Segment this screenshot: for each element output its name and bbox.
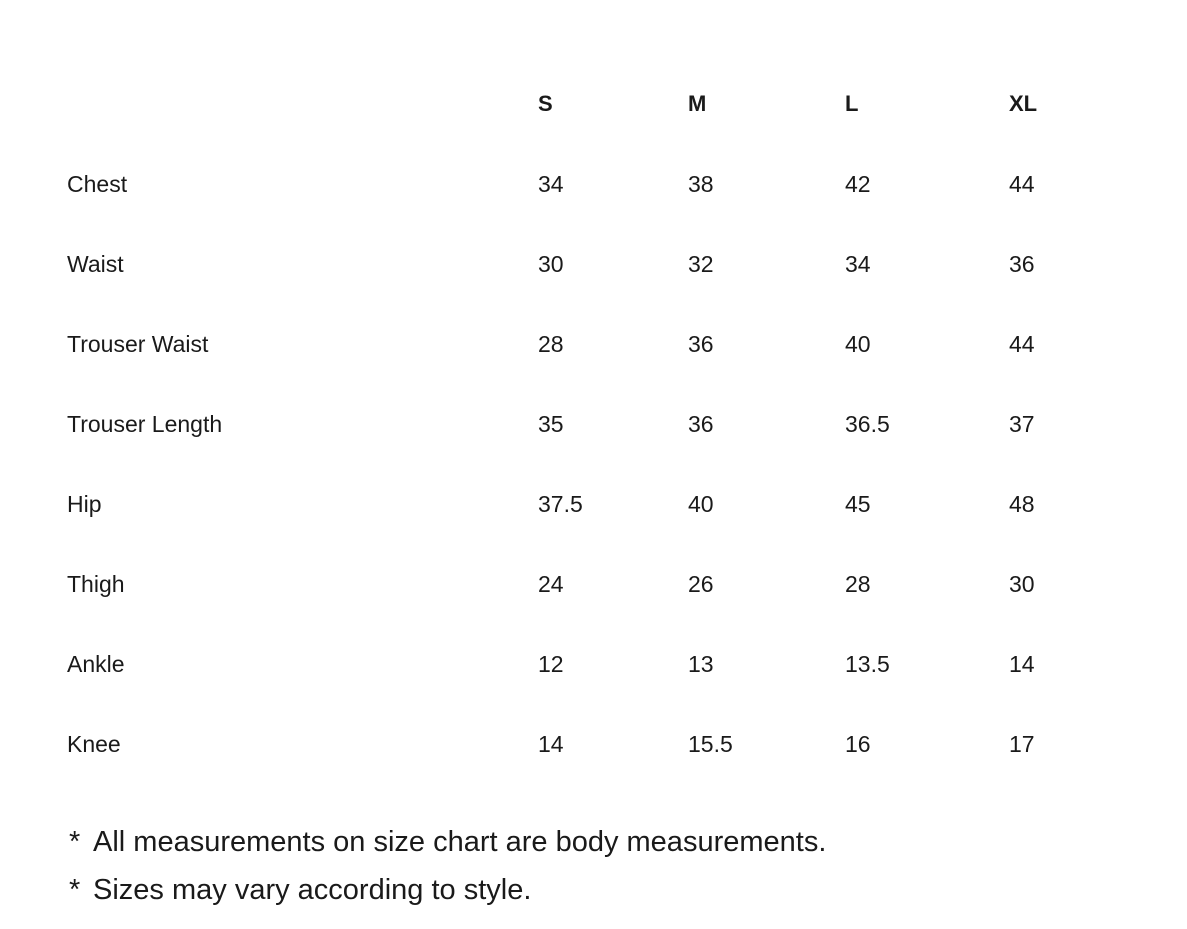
cell-m: 36	[688, 411, 714, 437]
cell-l: 34	[845, 251, 871, 277]
footnote-marker: *	[69, 826, 81, 858]
row-label: Thigh	[67, 571, 125, 597]
cell-s: 14	[538, 731, 564, 757]
cell-xl: 36	[1009, 251, 1035, 277]
cell-s: 28	[538, 331, 564, 357]
cell-l: 36.5	[845, 411, 890, 437]
cell-s: 24	[538, 571, 564, 597]
table-row	[0, 244, 1187, 284]
row-label: Trouser Length	[67, 411, 223, 437]
cell-s: 35	[538, 411, 564, 437]
table-row	[0, 324, 1187, 364]
cell-xl: 44	[1009, 331, 1035, 357]
row-label: Chest	[67, 171, 128, 197]
cell-m: 15.5	[688, 731, 733, 757]
size-header-row	[0, 84, 1187, 124]
footnote-text: Sizes may vary according to style.	[93, 874, 532, 906]
cell-xl: 30	[1009, 571, 1035, 597]
cell-m: 13	[688, 651, 714, 677]
cell-l: 45	[845, 491, 871, 517]
cell-l: 16	[845, 731, 871, 757]
cell-m: 32	[688, 251, 714, 277]
row-label: Hip	[67, 491, 102, 517]
footnote	[69, 818, 1169, 866]
cell-xl: 17	[1009, 731, 1035, 757]
size-header-m: M	[688, 91, 707, 116]
cell-s: 34	[538, 171, 564, 197]
cell-xl: 44	[1009, 171, 1035, 197]
cell-m: 36	[688, 331, 714, 357]
cell-s: 37.5	[538, 491, 583, 517]
footnotes	[69, 818, 1169, 914]
cell-m: 38	[688, 171, 714, 197]
size-header-xl: XL	[1009, 91, 1038, 116]
table-row	[0, 484, 1187, 524]
table-row	[0, 164, 1187, 204]
cell-xl: 48	[1009, 491, 1035, 517]
table-row	[0, 564, 1187, 604]
cell-l: 40	[845, 331, 871, 357]
row-label: Waist	[67, 251, 124, 277]
table-row	[0, 644, 1187, 684]
footnote-text: All measurements on size chart are body measurements.	[93, 826, 827, 858]
cell-m: 40	[688, 491, 714, 517]
row-label: Trouser Waist	[67, 331, 209, 357]
table-row	[0, 404, 1187, 444]
cell-s: 30	[538, 251, 564, 277]
cell-xl: 37	[1009, 411, 1035, 437]
cell-s: 12	[538, 651, 564, 677]
cell-l: 13.5	[845, 651, 890, 677]
size-header-l: L	[845, 91, 859, 116]
footnote	[69, 866, 1169, 914]
cell-m: 26	[688, 571, 714, 597]
table-row	[0, 724, 1187, 764]
row-label: Knee	[67, 731, 121, 757]
cell-l: 42	[845, 171, 871, 197]
cell-xl: 14	[1009, 651, 1035, 677]
size-header-s: S	[538, 91, 553, 116]
cell-l: 28	[845, 571, 871, 597]
footnote-marker: *	[69, 874, 81, 906]
row-label: Ankle	[67, 651, 125, 677]
